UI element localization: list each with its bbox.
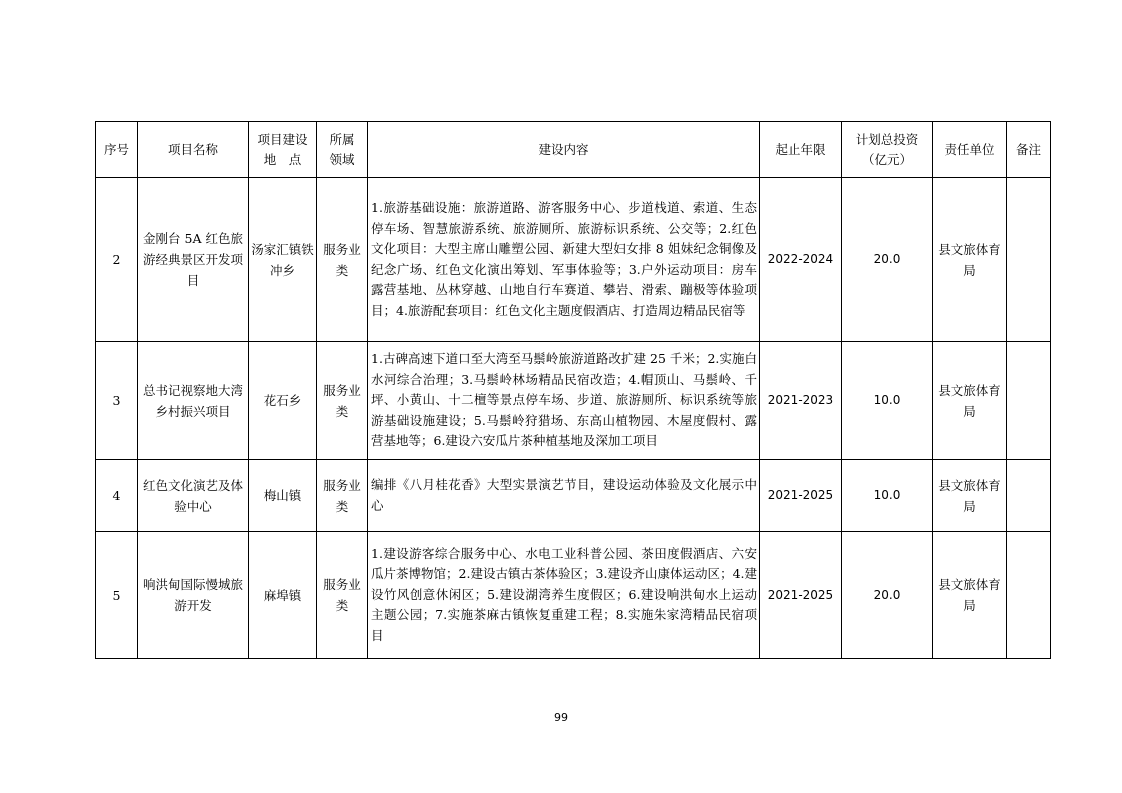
row-content: 1.旅游基础设施：旅游道路、游客服务中心、步道栈道、索道、生态停车场、智慧旅游系统、旅游厕所、旅游标识系统、公交等；2.红色文化项目：大型主席山雕塑公园、新建大型妇女排 8 姐妹纪念铜像及纪念广场、红色文化演出筹划、军事体验等；3.户外运动项目：房车露营基地、丛林穿越、山地自行车赛道、攀岩、滑索、蹦极等体验项目；4.旅游配套项目：红色文化主题度假酒店、打造周边精品民宿等	[368, 178, 760, 342]
header-remark: 备注	[1007, 122, 1051, 178]
project-table	[95, 121, 1051, 659]
row-years: 2021-2023	[760, 342, 842, 460]
header-investment: 计划总投资 （亿元）	[842, 122, 933, 178]
row-years: 2021-2025	[760, 532, 842, 659]
row-seq: 2	[96, 178, 138, 342]
row-years: 2021-2025	[760, 460, 842, 532]
header-name: 项目名称	[138, 122, 249, 178]
row-investment: 20.0	[842, 532, 933, 659]
row-name: 红色文化演艺及体验中心	[138, 460, 249, 532]
row-years: 2022-2024	[760, 178, 842, 342]
row-field: 服务业类	[317, 178, 368, 342]
row-seq: 4	[96, 460, 138, 532]
table-row	[96, 532, 1051, 659]
row-name: 总书记视察地大湾乡村振兴项目	[138, 342, 249, 460]
row-unit: 县文旅体育局	[933, 532, 1007, 659]
row-location: 梅山镇	[249, 460, 317, 532]
row-unit: 县文旅体育局	[933, 460, 1007, 532]
row-remark	[1007, 460, 1051, 532]
row-name: 金刚台 5A 红色旅游经典景区开发项目	[138, 178, 249, 342]
row-remark	[1007, 342, 1051, 460]
row-unit: 县文旅体育局	[933, 342, 1007, 460]
row-field: 服务业类	[317, 532, 368, 659]
row-remark	[1007, 178, 1051, 342]
row-content: 编排《八月桂花香》大型实景演艺节目，建设运动体验及文化展示中心	[368, 460, 760, 532]
row-name: 响洪甸国际慢城旅游开发	[138, 532, 249, 659]
row-remark	[1007, 532, 1051, 659]
row-field: 服务业类	[317, 342, 368, 460]
table-row	[96, 460, 1051, 532]
header-row	[96, 122, 1051, 178]
header-field: 所属 领域	[317, 122, 368, 178]
row-unit: 县文旅体育局	[933, 178, 1007, 342]
row-investment: 20.0	[842, 178, 933, 342]
row-content: 1.建设游客综合服务中心、水电工业科普公园、茶田度假酒店、六安瓜片茶博物馆；2.建设古镇古茶体验区；3.建设齐山康体运动区；4.建设竹风创意休闲区；5.建设湖湾养生度假区；6.建设响洪甸水上运动主题公园；7.实施茶麻古镇恢复重建工程；8.实施朱家湾精品民宿项目	[368, 532, 760, 659]
table-row	[96, 178, 1051, 342]
row-location: 麻埠镇	[249, 532, 317, 659]
row-seq: 5	[96, 532, 138, 659]
header-unit: 责任单位	[933, 122, 1007, 178]
row-field: 服务业类	[317, 460, 368, 532]
page-number: 99	[554, 711, 568, 724]
row-location: 花石乡	[249, 342, 317, 460]
row-investment: 10.0	[842, 460, 933, 532]
row-investment: 10.0	[842, 342, 933, 460]
header-years: 起止年限	[760, 122, 842, 178]
header-seq: 序号	[96, 122, 138, 178]
table-row	[96, 342, 1051, 460]
header-location: 项目建设 地 点	[249, 122, 317, 178]
row-content: 1.古碑高速下道口至大湾至马鬃岭旅游道路改扩建 25 千米；2.实施白水河综合治理；3.马鬃岭林场精品民宿改造；4.帽顶山、马鬃岭、千坪、小黄山、十二檀等景点停车场、步道、旅游厕所、标识系统等旅游基础设施建设；5.马鬃岭狩猎场、东高山植物园、木屋度假村、露营基地等；6.建设六安瓜片茶种植基地及深加工项目	[368, 342, 760, 460]
header-content: 建设内容	[368, 122, 760, 178]
row-location: 汤家汇镇铁冲乡	[249, 178, 317, 342]
row-seq: 3	[96, 342, 138, 460]
